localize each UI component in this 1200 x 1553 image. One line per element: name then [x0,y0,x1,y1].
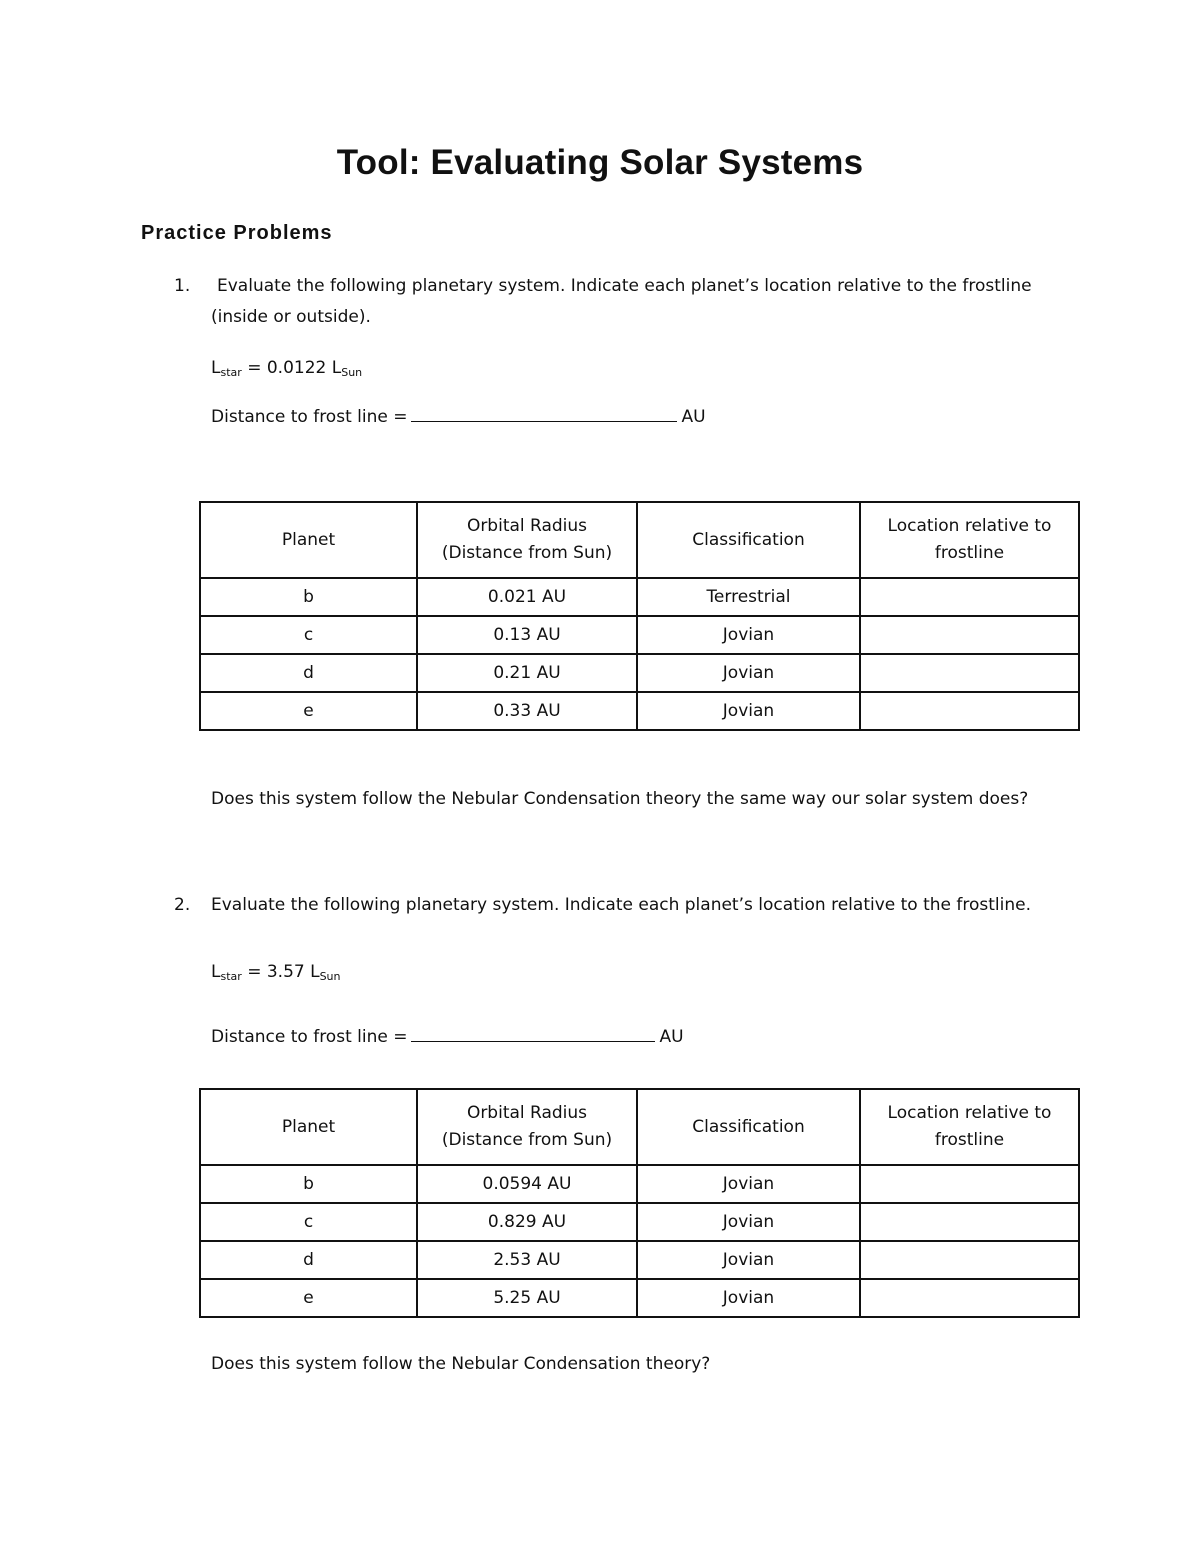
cell-classification: Jovian [637,1165,860,1203]
luminosity-value: = 0.0122 L [241,358,342,378]
cell-classification: Jovian [637,1279,860,1317]
cell-planet: e [200,1279,417,1317]
header-location [860,1089,1079,1165]
table-row [200,616,1079,654]
table-row [200,578,1079,616]
frost-line-unit: AU [681,407,706,427]
problem-1-prompt-line1: Evaluate the following planetary system. Indicate each planet’s location relative to the frostline [217,276,1032,296]
table-row [200,1165,1079,1203]
cell-planet: d [200,654,417,692]
problem-1-table [199,501,1080,731]
header-orbital-radius-line1: Orbital Radius [466,516,588,536]
cell-planet: b [200,578,417,616]
luminosity-sun-subscript: Sun [341,366,363,379]
cell-radius: 0.0594 AU [417,1165,637,1203]
cell-classification: Jovian [637,654,860,692]
table-row [200,1203,1079,1241]
cell-location-answer[interactable] [860,692,1079,730]
luminosity-star-subscript: star [220,970,242,983]
section-heading: Practice Problems [141,222,333,244]
header-planet: Planet [200,502,417,578]
table-row [200,1241,1079,1279]
table-row [200,654,1079,692]
luminosity-value: = 3.57 L [241,962,320,982]
cell-classification: Terrestrial [637,578,860,616]
header-orbital-radius [417,502,637,578]
cell-classification: Jovian [637,616,860,654]
cell-radius: 5.25 AU [417,1279,637,1317]
problem-1-frost-line [211,403,706,432]
cell-radius: 0.13 AU [417,616,637,654]
cell-radius: 0.21 AU [417,654,637,692]
table-row [200,1279,1079,1317]
problem-1-question: Does this system follow the Nebular Condensation theory the same way our solar system does? [211,789,1029,809]
header-location-line2: frostline [934,1130,1005,1150]
cell-planet: b [200,1165,417,1203]
cell-location-answer[interactable] [860,616,1079,654]
cell-radius: 0.021 AU [417,578,637,616]
problem-2-number: 2. [174,895,191,915]
header-orbital-radius-line2: (Distance from Sun) [441,543,613,563]
table-header-row [200,502,1079,578]
cell-radius: 0.33 AU [417,692,637,730]
header-location-line1: Location relative to [887,516,1052,536]
luminosity-l: L [211,962,221,982]
cell-planet: e [200,692,417,730]
problem-1-number: 1. [174,276,191,296]
header-orbital-radius-line2: (Distance from Sun) [441,1130,613,1150]
page-title: Tool: Evaluating Solar Systems [336,143,864,182]
cell-planet: c [200,1203,417,1241]
luminosity-l: L [211,358,221,378]
frost-line-answer-blank[interactable] [411,1023,655,1042]
frost-line-label: Distance to frost line = [211,407,408,427]
cell-location-answer[interactable] [860,1279,1079,1317]
cell-radius: 0.829 AU [417,1203,637,1241]
frost-line-answer-blank[interactable] [411,403,677,422]
cell-classification: Jovian [637,692,860,730]
problem-1-luminosity [211,354,362,387]
problem-1-prompt-line2: (inside or outside). [211,307,371,327]
cell-planet: d [200,1241,417,1279]
cell-planet: c [200,616,417,654]
header-planet: Planet [200,1089,417,1165]
problem-2-luminosity [211,958,341,991]
header-classification: Classification [637,502,860,578]
luminosity-sun-subscript: Sun [319,970,341,983]
problem-2-table [199,1088,1080,1318]
header-location-line1: Location relative to [887,1103,1052,1123]
cell-classification: Jovian [637,1241,860,1279]
cell-classification: Jovian [637,1203,860,1241]
header-location [860,502,1079,578]
problem-2-prompt-line1: Evaluate the following planetary system. Indicate each planet’s location relative to the frostline. [211,895,1032,915]
cell-location-answer[interactable] [860,654,1079,692]
cell-location-answer[interactable] [860,1165,1079,1203]
table-header-row [200,1089,1079,1165]
frost-line-unit: AU [659,1027,684,1047]
cell-location-answer[interactable] [860,1241,1079,1279]
header-orbital-radius-line1: Orbital Radius [466,1103,588,1123]
cell-location-answer[interactable] [860,1203,1079,1241]
cell-location-answer[interactable] [860,578,1079,616]
frost-line-label: Distance to frost line = [211,1027,408,1047]
header-orbital-radius [417,1089,637,1165]
table-row [200,692,1079,730]
luminosity-star-subscript: star [220,366,242,379]
header-location-line2: frostline [934,543,1005,563]
header-classification: Classification [637,1089,860,1165]
problem-2-frost-line [211,1023,684,1052]
problem-2-question: Does this system follow the Nebular Condensation theory? [211,1354,711,1374]
cell-radius: 2.53 AU [417,1241,637,1279]
